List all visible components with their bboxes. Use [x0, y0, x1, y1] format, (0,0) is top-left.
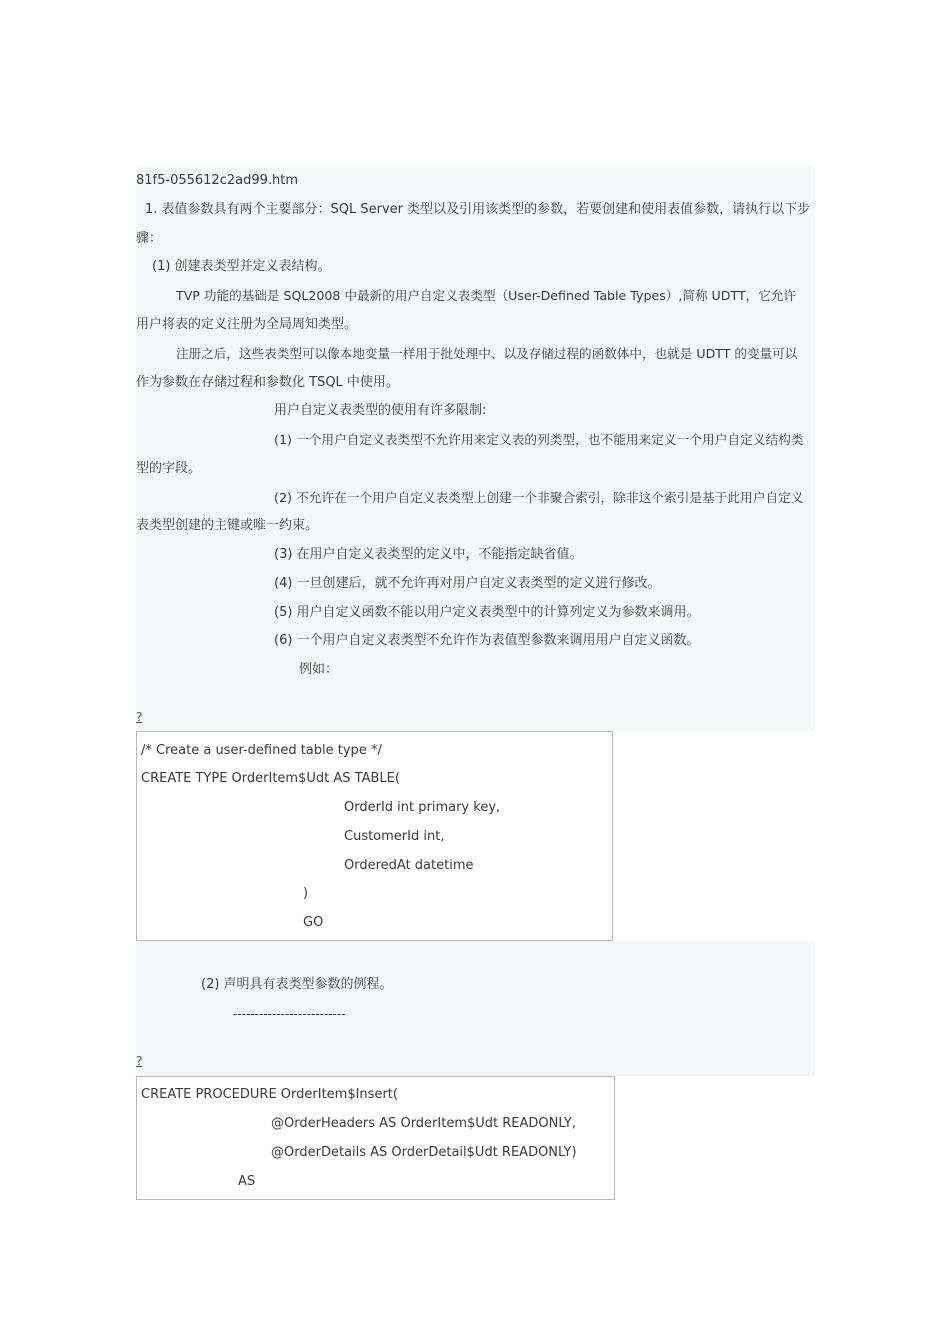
- step-2-heading: (2) 声明具有表类型参数的例程。: [201, 977, 393, 992]
- limit-1-line-2: 型的字段。: [136, 461, 202, 476]
- code-line: OrderId int primary key,: [344, 800, 501, 815]
- code-line: ): [303, 886, 309, 901]
- register-line-2: 作为参数在存储过程和参数化 TSQL 中使用。: [136, 375, 399, 390]
- code-line: CustomerId int,: [344, 829, 445, 844]
- code-line: @OrderHeaders AS OrderItem$Udt READONLY,: [271, 1116, 576, 1131]
- filename-text: 81f5-055612c2ad99.htm: [136, 173, 299, 188]
- limit-2-line-2: 表类型创建的主键或唯一约束。: [136, 518, 319, 533]
- code-line: GO: [303, 915, 324, 930]
- code-line: /* Create a user-defined table type */: [141, 743, 382, 758]
- intro-line-2: 骤：: [136, 231, 163, 246]
- code-copy-link-2[interactable]: ?: [136, 1054, 143, 1068]
- limit-3: (3) 在用户自定义表类型的定义中，不能指定缺省值。: [274, 547, 583, 562]
- limit-5: (5) 用户自定义函数不能以用户定义表类型中的计算列定义为参数来调用。: [274, 605, 700, 620]
- code-line: AS: [238, 1174, 256, 1189]
- dash-separator: --------------------------: [233, 1007, 346, 1021]
- step-1-heading: (1) 创建表类型并定义表结构。: [152, 259, 331, 274]
- limit-1-line-1: (1) 一个用户自定义表类型不允许用来定义表的列类型，也不能用来定义一个用户自定义结构类: [274, 432, 804, 447]
- register-line-1: 注册之后，这些表类型可以像本地变量一样用于批处理中、以及存储过程的函数体中，也就是 UDTT 的变量可以: [176, 346, 798, 361]
- code-line: OrderedAt datetime: [344, 858, 474, 873]
- code-line: CREATE PROCEDURE OrderItem$Insert(: [141, 1087, 398, 1102]
- intro-line-1: 1. 表值参数具有两个主要部分：SQL Server 类型以及引用该类型的参数，若要创建和使用表值参数，请执行以下步: [145, 202, 811, 217]
- tvp-line-2: 用户将表的定义注册为全局周知类型。: [136, 317, 358, 332]
- limit-2-line-1: (2) 不允许在一个用户自定义表类型上创建一个非聚合索引，除非这个索引是基于此用户自定义: [274, 490, 804, 505]
- limit-4: (4) 一旦创建后，就不允许再对用户自定义表类型的定义进行修改。: [274, 576, 661, 591]
- code-copy-link-1[interactable]: ?: [136, 710, 143, 724]
- code-block-1: [136, 731, 613, 941]
- example-label: 例如：: [299, 662, 339, 677]
- limits-title: 用户自定义表类型的使用有许多限制:: [274, 403, 487, 418]
- code-line: CREATE TYPE OrderItem$Udt AS TABLE(: [141, 771, 400, 786]
- tvp-line-1: TVP 功能的基础是 SQL2008 中最新的用户自定义表类型（User-Defined Table Types）,简称 UDTT，它允许: [176, 288, 797, 303]
- code-line: @OrderDetails AS OrderDetail$Udt READONLY): [271, 1145, 577, 1160]
- code-block-2: [136, 1076, 615, 1200]
- limit-6: (6) 一个用户自定义表类型不允许作为表值型参数来调用用户自定义函数。: [274, 633, 700, 648]
